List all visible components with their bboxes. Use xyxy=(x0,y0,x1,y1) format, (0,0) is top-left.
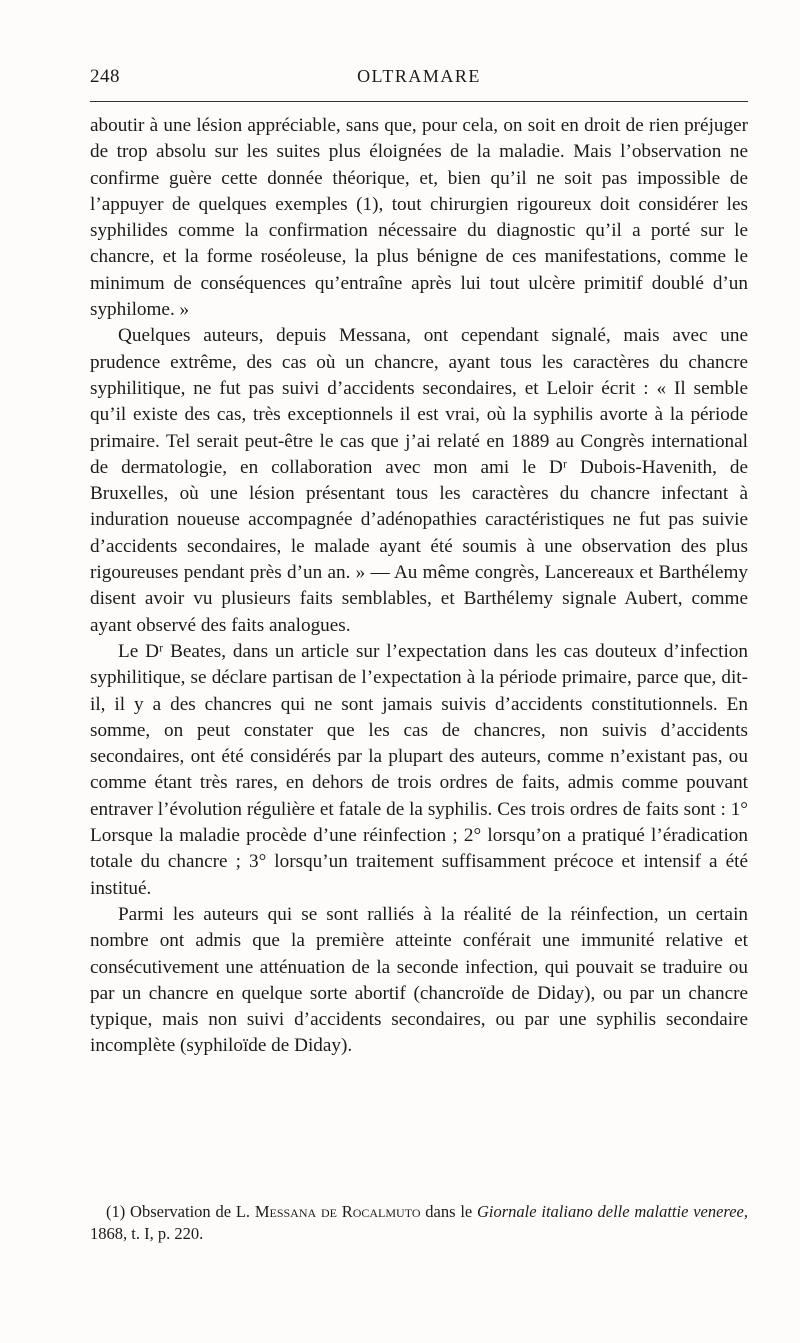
footnote-journal: Giornale italiano delle malattie veneree, xyxy=(477,1202,748,1221)
page-header xyxy=(90,66,748,96)
footnote-mark: (1) xyxy=(106,1202,126,1221)
header-rule xyxy=(90,101,748,102)
footnote-mid: dans le xyxy=(425,1202,473,1221)
paragraph-3: Le Dʳ Beates, dans un article sur l’expectation dans les cas douteux d’infection syphilitique, se déclare partisan de l’expectation à la période primaire, parce que, dit-il, il y a des chancres qui ne sont jamais suivis d’accidents constitutionnels. En somme, on peut constater que les cas de chancres, non suivis d’accidents secondaires, ont été considérés par la plupart des auteurs, comme n’existant pas, ou comme étant très rares, en dehors de trois ordres de faits, admis comme pouvant entraver l’évolution régulière et fatale de la syphilis. Ces trois ordres de faits sont : 1° Lorsque la maladie procède d’une réinfection ; 2° lorsqu’on a pratiqué l’éradication totale du chancre ; 3° lorsqu’un traitement suffisamment précoce et intensif a été institué. xyxy=(90,640,748,899)
footnote-citation: 1868, t. I, p. 220. xyxy=(90,1224,204,1243)
footnote-lead: Observation de L. xyxy=(130,1202,251,1221)
paragraph-2: Quelques auteurs, depuis Messana, ont cependant signalé, mais avec une prudence extrême, des cas où un chancre, ayant tous les caractères du chancre syphilitique, ne fut pas suivi d’accidents secondaires, et Leloir écrit : « Il semble qu’il existe des cas, très exceptionnels il est vrai, où la syphilis avorte à la période primaire. Tel serait peut-être le cas que j’ai relaté en 1889 au Congrès international de dermatologie, en collaboration avec mon ami le Dʳ Dubois-Havenith, de Bruxelles, où une lésion présentant tous les caractères du chancre infectant à induration noueuse accompagnée d’adénopathies caractéristiques ne fut pas suivie d’accidents secondaires, le malade ayant été soumis à une observation des plus rigoureuses pendant près d’un an. » — Au même congrès, Lancereaux et Barthélemy disent avoir vu plusieurs faits semblables, et Barthélemy signale Aubert, comme ayant observé des faits analogues. xyxy=(90,325,748,636)
footnote-author: Messana de Rocalmuto xyxy=(254,1202,421,1221)
paragraph-4: Parmi les auteurs qui se sont ralliés à la réalité de la réinfection, un certain nombre ont admis que la première atteinte conférait une immunité relative et consécutivement une atténuation de la seconde infection, qui pouvait se traduire ou par un chancre en quelque sorte abortif (chancroïde de Diday), ou par un chancre typique, mais non suivi d’accidents secondaires, ou par une syphilis secondaire incomplète (syphiloïde de Diday). xyxy=(90,903,748,1057)
page-number: 248 xyxy=(90,66,120,87)
body-text xyxy=(90,113,748,1060)
paragraph-1: aboutir à une lésion appréciable, sans que, pour cela, on soit en droit de rien préjuger de trop absolu sur les suites plus éloignées de la maladie. Mais l’observation ne confirme guère cette donnée théorique, et, bien qu’il ne soit pas impossible de l’appuyer de quelques exemples (1), tout chirurgien rigoureux doit considérer les syphilides comme la confirmation nécessaire du diagnostic qu’il a porté sur le chancre, et la forme roséoleuse, la plus bénigne de ces manifestations, comme le minimum de conséquences qu’entraîne après lui tout ulcère primitif doublé d’un syphilome. » xyxy=(90,115,748,321)
footnote xyxy=(90,1201,748,1245)
running-head: OLTRAMARE xyxy=(357,66,481,86)
